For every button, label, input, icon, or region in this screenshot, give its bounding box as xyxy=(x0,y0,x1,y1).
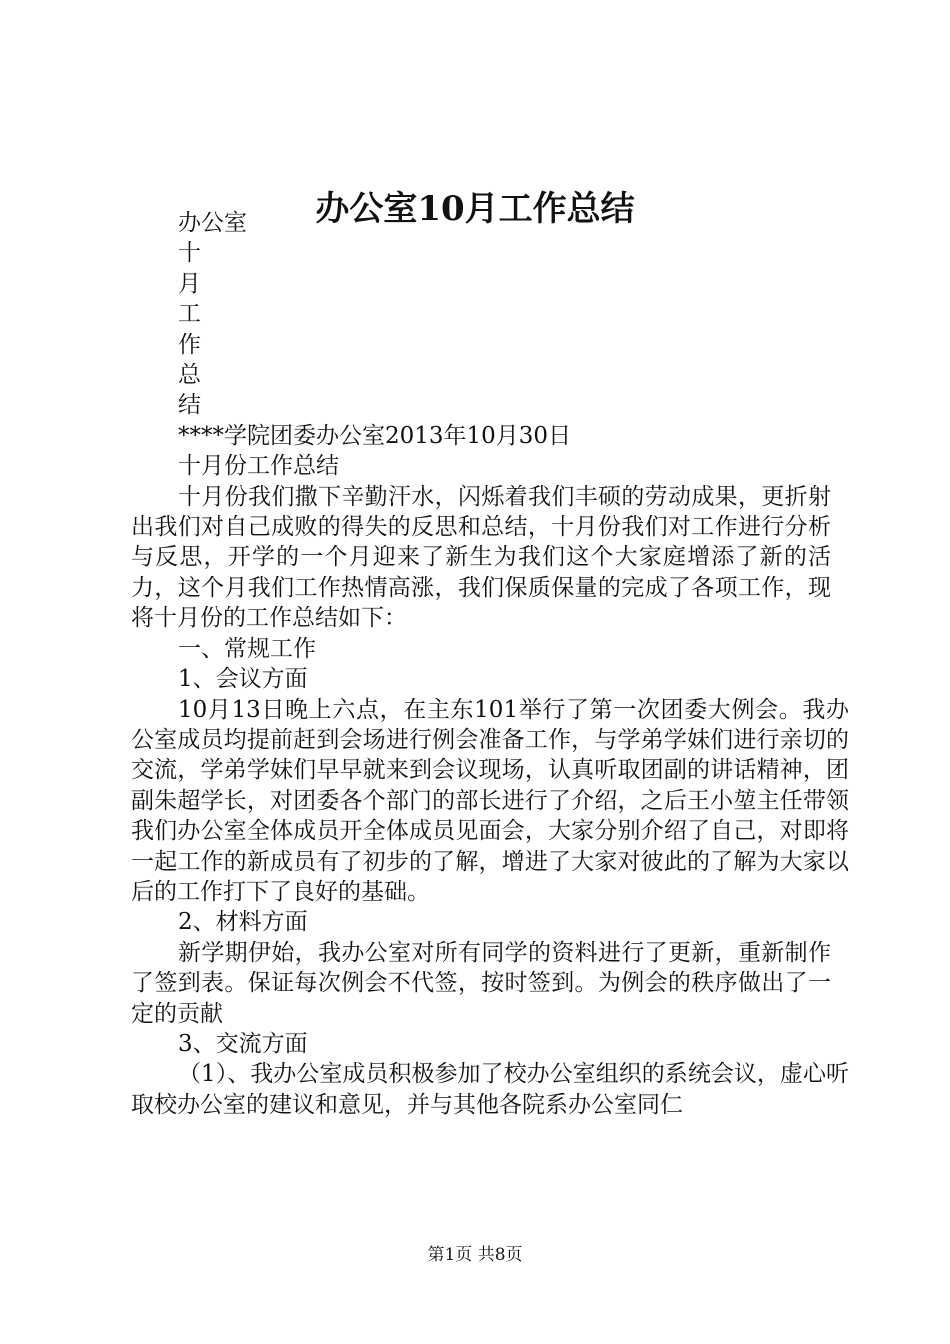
vertical-title-char: 结 xyxy=(178,392,201,419)
vertical-title-char: 十 xyxy=(178,240,201,267)
subsection-heading: 1、会议方面 xyxy=(178,666,308,693)
exchange-paragraph: （1）、我办公室成员积极参加了校办公室组织的系统会议，虚心听取校办公室的建议和意见，并与其他各院系办公室同仁 xyxy=(131,1061,849,1118)
document-body xyxy=(131,208,851,1120)
vertical-title-char: 作 xyxy=(178,331,201,358)
vertical-title-char: 总 xyxy=(178,362,201,389)
subtitle: 十月份工作总结 xyxy=(178,453,339,480)
page-footer: 第1页 共8页 xyxy=(427,1245,523,1265)
subsection-heading: 2、材料方面 xyxy=(178,909,308,936)
document-title: 办公室10月工作总结 xyxy=(315,189,635,229)
material-paragraph: 新学期伊始，我办公室对所有同学的资料进行了更新，重新制作了签到表。保证每次例会不代签，按时签到。为例会的秩序做出了一定的贡献 xyxy=(131,939,831,1027)
subsection-heading: 3、交流方面 xyxy=(178,1030,308,1057)
meeting-paragraph: 10月13日晚上六点，在主东101举行了第一次团委大例会。我办公室成员均提前赶到会场进行例会准备工作，与学弟学妹们进行亲切的交流，学弟学妹们早早就来到会议现场，认真听取团副的讲话精神，团副朱超学长，对团委各个部门的部长进行了介绍，之后王小堃主任带领我们办公室全体成员开全体成员见面会，大家分别介绍了自己，对即将一起工作的新成员有了初步的了解，增进了大家对彼此的了解为大家以后的工作打下了良好的基础。 xyxy=(131,696,849,905)
section-heading: 一、常规工作 xyxy=(178,635,316,662)
vertical-title-char: 月 xyxy=(178,270,201,297)
vertical-title-char: 办公室 xyxy=(178,210,247,236)
vertical-title-char: 工 xyxy=(178,301,201,328)
author-date-line: ****学院团委办公室2013年10月30日 xyxy=(178,422,572,449)
intro-paragraph: 十月份我们撒下辛勤汗水，闪烁着我们丰硕的劳动成果，更折射出我们对自己成败的得失的反思和总结，十月份我们对工作进行分析与反思，开学的一个月迎来了新生为我们这个大家庭增添了新的活力，这个月我们工作热情高涨，我们保质保量的完成了各项工作，现将十月份的工作总结如下： xyxy=(131,483,831,632)
